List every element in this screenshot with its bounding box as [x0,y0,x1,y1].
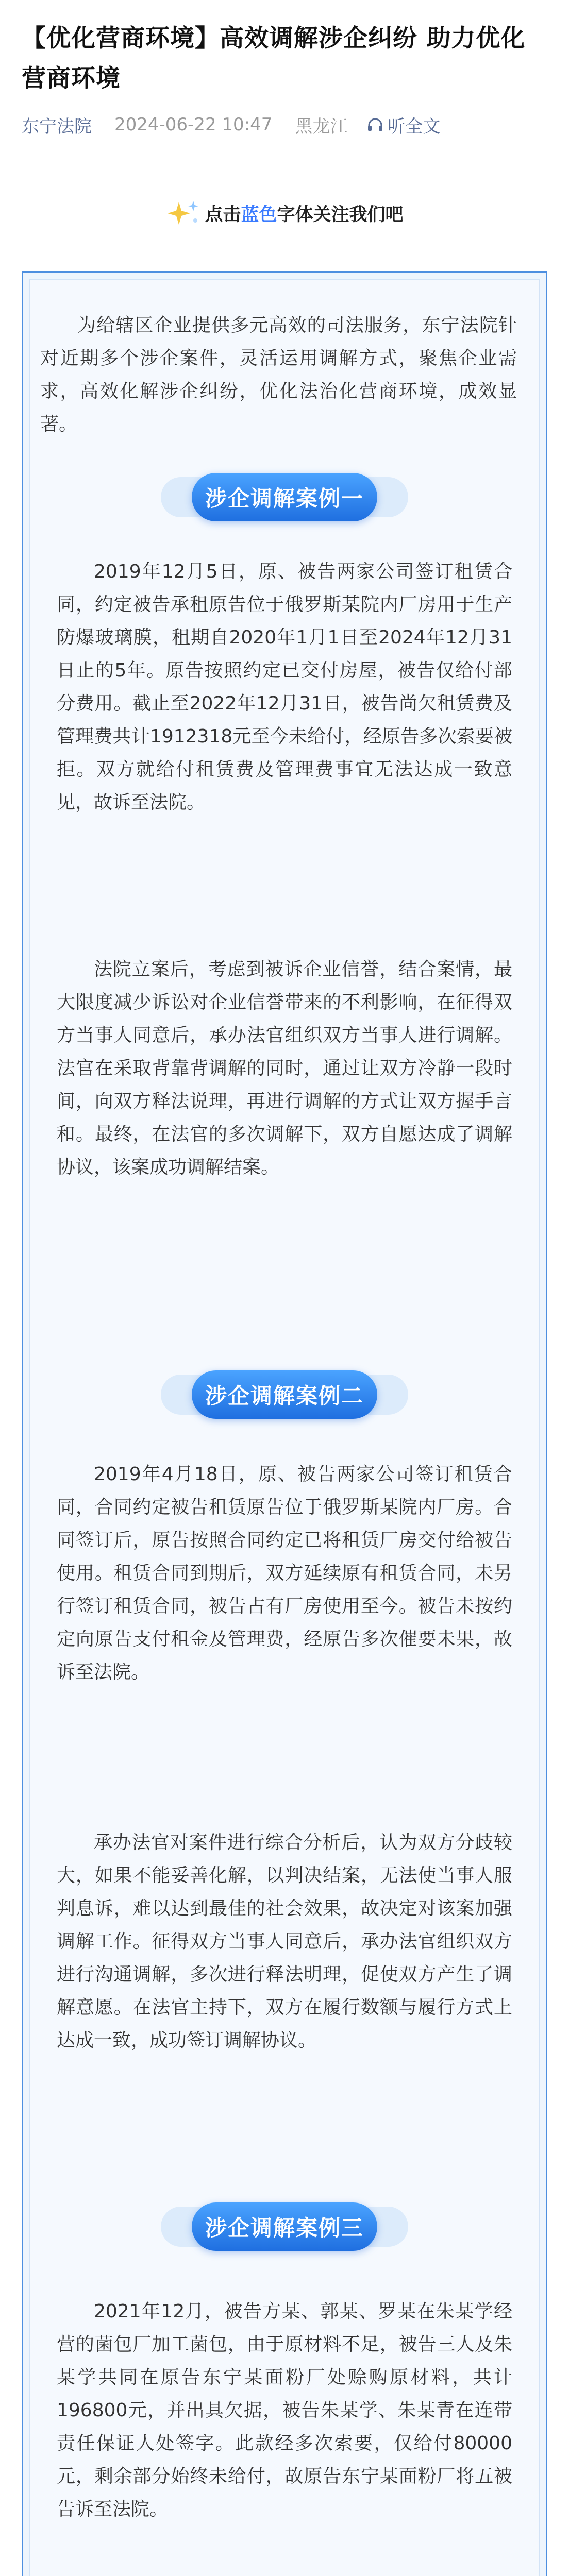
publish-location: 黑龙江 [295,116,348,137]
follow-highlight: 蓝色 [241,205,277,225]
case-1-heading-label: 涉企调解案例一 [192,473,377,521]
case-2-paragraph-1: 2019年4月18日，原、被告两家公司签订租赁合同，合同约定被告租赁原告位于俄罗斯某院内厂房。合同签订后，原告按照合同约定已将租赁厂房交付给被告使用。租赁合同到期后，双方延续原有租赁合同，未另行签订租赁合同，被告占有厂房使用至今。被告未按约定向原告支付租金及管理费，经原告多次催要未果，故诉至法院。 [57,1464,512,1683]
case-1-paragraph-2: 法院立案后，考虑到被诉企业信誉，结合案情，最大限度减少诉讼对企业信誉带来的不利影响，在征得双方当事人同意后，承办法官组织双方当事人进行调解。法官在采取背靠背调解的同时，通过让双方冷静一段时间，向双方释法说理，再进行调解的方式让双方握手言和。最终，在法官的多次调解下，双方自愿达成了调解协议，该案成功调解结案。 [57,959,512,1178]
case-3-heading [161,2197,408,2256]
follow-banner [0,198,569,229]
headphones-icon [367,117,383,132]
listen-label: 听全文 [388,116,441,137]
publish-date: 2024-06-22 10:47 [114,114,273,135]
intro-paragraph: 为给辖区企业提供多元高效的司法服务，东宁法院针对近期多个涉企案件，灵活运用调解方式，聚焦企业需求，高效化解涉企纠纷，优化法治化营商环境，成效显著。 [40,315,517,435]
case-3-heading-label: 涉企调解案例三 [192,2202,377,2251]
article-meta [22,114,440,135]
case-2-heading [161,1365,408,1424]
case-2-paragraph-2: 承办法官对案件进行综合分析后，认为双方分歧较大，如果不能妥善化解，以判决结案，无法使当事人服判息诉，难以达到最佳的社会效果，故决定对该案加强调解工作。征得双方当事人同意后，承办法官组织双方进行沟通调解，多次进行释法明理，促使双方产生了调解意愿。在法官主持下，双方在履行数额与履行方式上达成一致，成功签订调解协议。 [57,1832,512,2051]
sparkle-icon [165,198,202,229]
follow-prefix: 点击 [205,205,241,225]
account-name[interactable]: 东宁法院 [22,116,92,137]
case-1-heading [161,468,408,527]
case-3-paragraph-1: 2021年12月，被告方某、郭某、罗某在朱某学经营的菌包厂加工菌包，由于原材料不足，被告三人及朱某学共同在原告东宁某面粉厂处赊购原材料，共计196800元，并出具欠据，被告朱某学、朱某青在连带责任保证人处签字。此款经多次索要，仅给付80000元，剩余部分始终未给付，故原告东宁某面粉厂将五被告诉至法院。 [57,2301,512,2520]
listen-button[interactable] [367,112,440,138]
article-title: 【优化营商环境】高效调解涉企纠纷 助力优化营商环境 [22,24,526,93]
case-1-paragraph-1: 2019年12月5日，原、被告两家公司签订租赁合同，约定被告承租原告位于俄罗斯某院内厂房用于生产防爆玻璃膜，租期自2020年1月1日至2024年12月31日止的5年。原告按照约定已交付房屋，被告仅给付部分费用。截止至2022年12月31日，被告尚欠租赁费及管理费共计1912318元至今未给付，经原告多次索要被拒。双方就给付租赁费及管理费事宜无法达成一致意见，故诉至法院。 [57,561,512,813]
follow-suffix: 字体关注我们吧 [277,205,404,225]
case-2-heading-label: 涉企调解案例二 [192,1370,377,1419]
